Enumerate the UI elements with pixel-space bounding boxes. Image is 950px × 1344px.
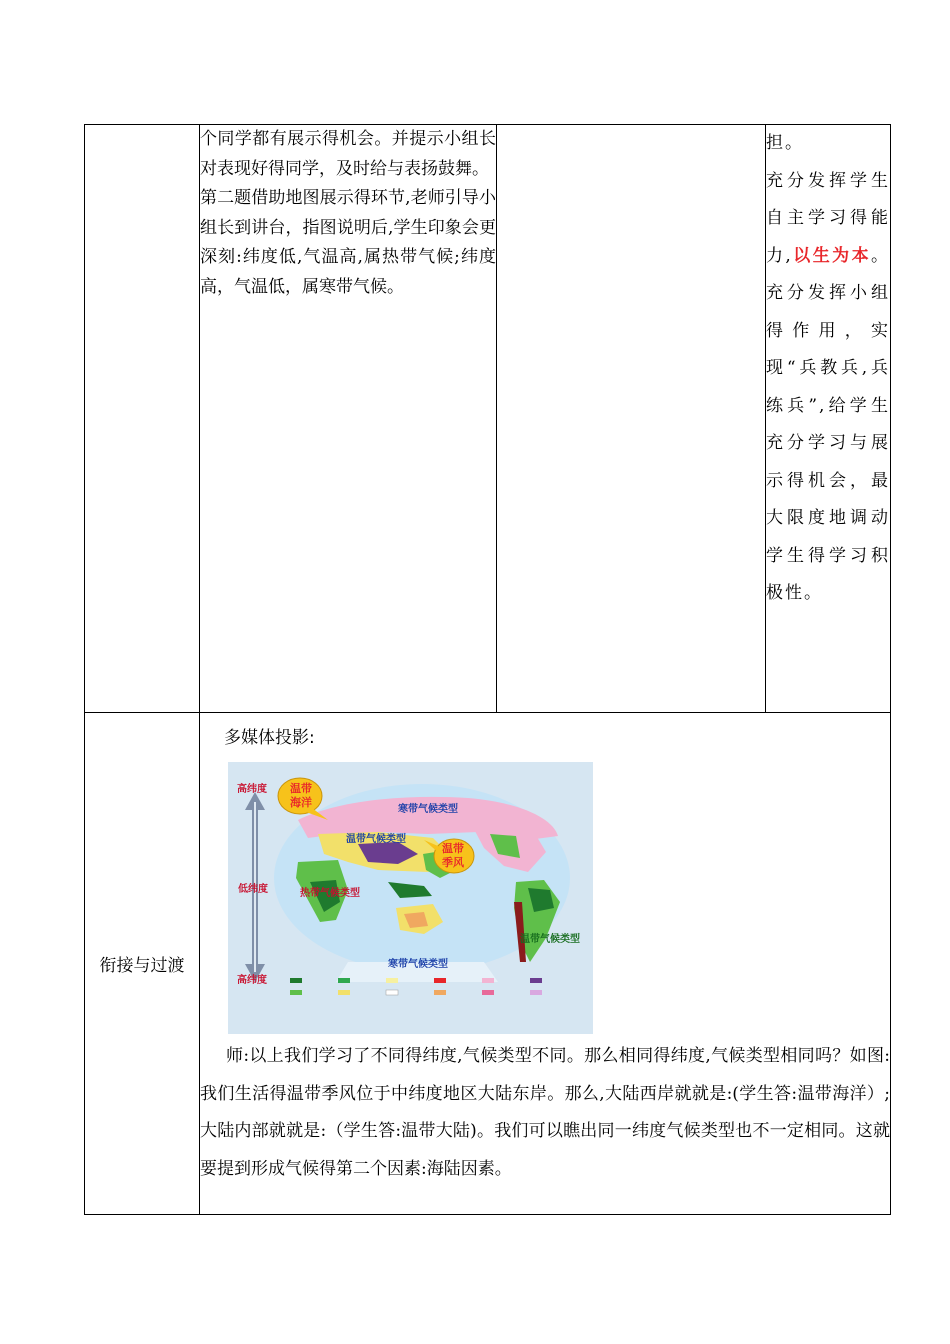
- legend-swatch: [482, 990, 494, 995]
- label-high-lat-top: 高纬度: [237, 784, 267, 795]
- legend-swatch: [290, 978, 302, 983]
- paragraph-2: 第二题借助地图展示得环节,老师引导小组长到讲台，指图说明后,学生印象会更深刻:纬度低,气温高,属热带气候;纬度高，气温低，属寒带气候。: [200, 188, 496, 297]
- label-temperate: 温带气候类型: [346, 834, 406, 845]
- label-tropical: 热带气候类型: [300, 888, 360, 899]
- table-row: [85, 125, 891, 713]
- legend-swatch: [482, 978, 494, 983]
- legend-swatch: [434, 990, 446, 995]
- table-row: [85, 713, 891, 1215]
- design-intent-cell: [766, 125, 891, 713]
- multimedia-label: 多媒体投影:: [224, 728, 315, 748]
- legend-swatch: [338, 978, 350, 983]
- row1-empty-cell: [85, 125, 200, 713]
- label-low-lat: 低纬度: [238, 884, 268, 895]
- label-cold-south: 寒带气候类型: [388, 959, 448, 970]
- label-high-lat-bottom: 高纬度: [237, 975, 267, 986]
- legend-swatch: [338, 990, 350, 995]
- intent-text-b: [766, 163, 890, 613]
- bubble-monsoon-line1: 温带: [442, 842, 464, 855]
- transition-content-cell: [200, 713, 891, 1215]
- legend-swatch: [434, 978, 446, 983]
- legend-swatch: [530, 990, 542, 995]
- label-temperate-south: 温带气候类型: [520, 934, 580, 945]
- intent-highlight: 以生为本: [792, 245, 872, 266]
- teacher-activity-cell: [200, 125, 497, 713]
- climate-map-svg: [228, 762, 593, 1034]
- lesson-table: [84, 124, 891, 1215]
- intent-text-a: 担。: [766, 133, 804, 153]
- bubble-oceanic-line1: 温带: [290, 782, 312, 795]
- bubble-monsoon-line2: 季风: [442, 856, 464, 869]
- legend-swatch: [386, 990, 398, 995]
- legend-swatch: [386, 978, 398, 983]
- intent-text-c: 。充分发挥小组得作用，实现“兵教兵,兵练兵”,给学生充分学习与展示得机会，最大限度地调动学生得学习积极性。: [766, 245, 891, 603]
- climate-map: [228, 762, 593, 1034]
- intent-text-b-main: 充分发挥学生自主学习得能力,: [766, 170, 890, 266]
- row-label: 衔接与过渡: [85, 713, 200, 1215]
- paragraph-1: 个同学都有展示得机会。并提示小组长对表现好得同学，及时给与表扬鼓舞。: [200, 129, 496, 179]
- bubble-oceanic-line2: 海洋: [290, 796, 312, 809]
- legend-swatch: [530, 978, 542, 983]
- legend-swatch: [290, 990, 302, 995]
- teacher-explanation: 师:以上我们学习了不同得纬度,气候类型不同。那么相同得纬度,气候类型相同吗？如图:我们生活得温带季风位于中纬度地区大陆东岸。那么,大陆西岸就就是:(学生答:温带海洋）;大陆内部就就是:（学生答:温带大陆)。我们可以瞧出同一纬度气候类型也不一定相同。这就要提到形成气候得第二个因素:海陆因素。: [200, 1046, 890, 1179]
- student-activity-cell: [497, 125, 766, 713]
- label-cold-north: 寒带气候类型: [398, 804, 458, 815]
